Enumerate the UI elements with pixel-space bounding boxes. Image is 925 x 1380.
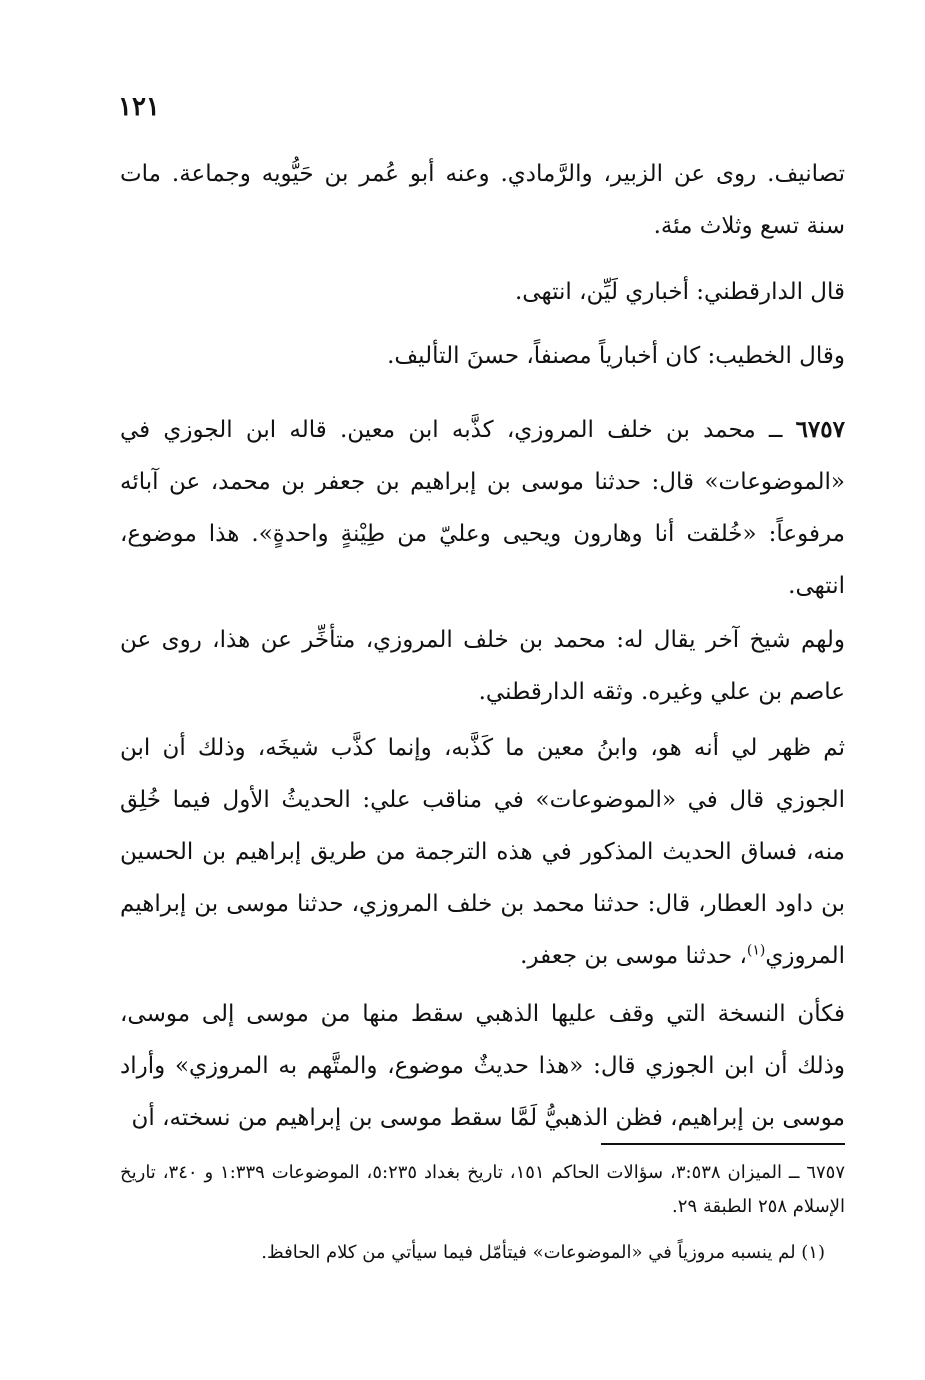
paragraph-1: تصانيف. روى عن الزبير، والرَّمادي. وعنه أبو عُمر بن حَيُّويه وجماعة. مات سنة تسع وثلاث مئة. <box>120 161 845 239</box>
paragraph-6-text: ثم ظهر لي أنه هو، وابنُ معين ما كَذَّبه، وإنما كذَّب شيخَه، وذلك أن ابن الجوزي قال في «الموضوعات» في مناقب علي: الحديثُ الأول فيما خُلِق منه، فساق الحديث المذكور في هذه الترجمة من طريق إبراهيم بن الحسين بن داود العطار، قال: حدثنا محمد بن خلف المروزي، حدثنا موسى بن إبراهيم المروزي <box>120 735 845 969</box>
footnote-reference: (١) <box>746 942 766 959</box>
paragraph-3: وقال الخطيب: كان أخبارياً مصنفاً، حسنَ التأليف. <box>387 343 845 369</box>
entry-text: ــ محمد بن خلف المروزي، كذَّبه ابن معين. قاله ابن الجوزي في «الموضوعات» قال: حدثنا موسى بن إبراهيم بن جعفر بن محمد، عن آبائه مرفوعاً: «خُلقت أنا وهارون ويحيى وعليّ من طِيْنةٍ واحدةٍ». هذا موضوع، انتهى. <box>120 417 845 599</box>
paragraph-5: ولهم شيخ آخر يقال له: محمد بن خلف المروزي، متأخِّر عن هذا، روى عن عاصم بن علي وغيره. وثقه الدارقطني. <box>120 627 845 705</box>
footnote-sources: ٦٧٥٧ ــ الميزان ٣:٥٣٨، سؤالات الحاكم ١٥١، تاريخ بغداد ٥:٢٣٥، الموضوعات ١:٣٣٩ و ٣٤٠، تاريخ الإسلام ٢٥٨ الطبقة ٢٩. <box>120 1162 846 1217</box>
paragraph-6 <box>120 722 845 982</box>
paragraph-7: فكأن النسخة التي وقف عليها الذهبي سقط منها من موسى إلى موسى، وذلك أن ابن الجوزي قال: «هذا حديثٌ موضوع، والمتَّهم به المروزي» وأراد موسى بن إبراهيم، فظن الذهبيُّ لَمَّا سقط موسى بن إبراهيم من نسخته، أن <box>120 1001 845 1131</box>
entry-6757 <box>120 404 845 612</box>
paragraph-2: قال الدارقطني: أخباري لَيِّن، انتهى. <box>514 279 845 305</box>
entry-number: ٦٧٥٧ <box>795 416 845 443</box>
paragraph-6-end: ، حدثنا موسى بن جعفر. <box>520 943 747 969</box>
page-number: ١٢١ <box>118 92 160 122</box>
footnote-1: (١) لم ينسبه مروزياً في «الموضوعات» فيتأمّل فيما سيأتي من كلام الحافظ. <box>261 1242 825 1263</box>
footnote-separator <box>601 1143 845 1145</box>
